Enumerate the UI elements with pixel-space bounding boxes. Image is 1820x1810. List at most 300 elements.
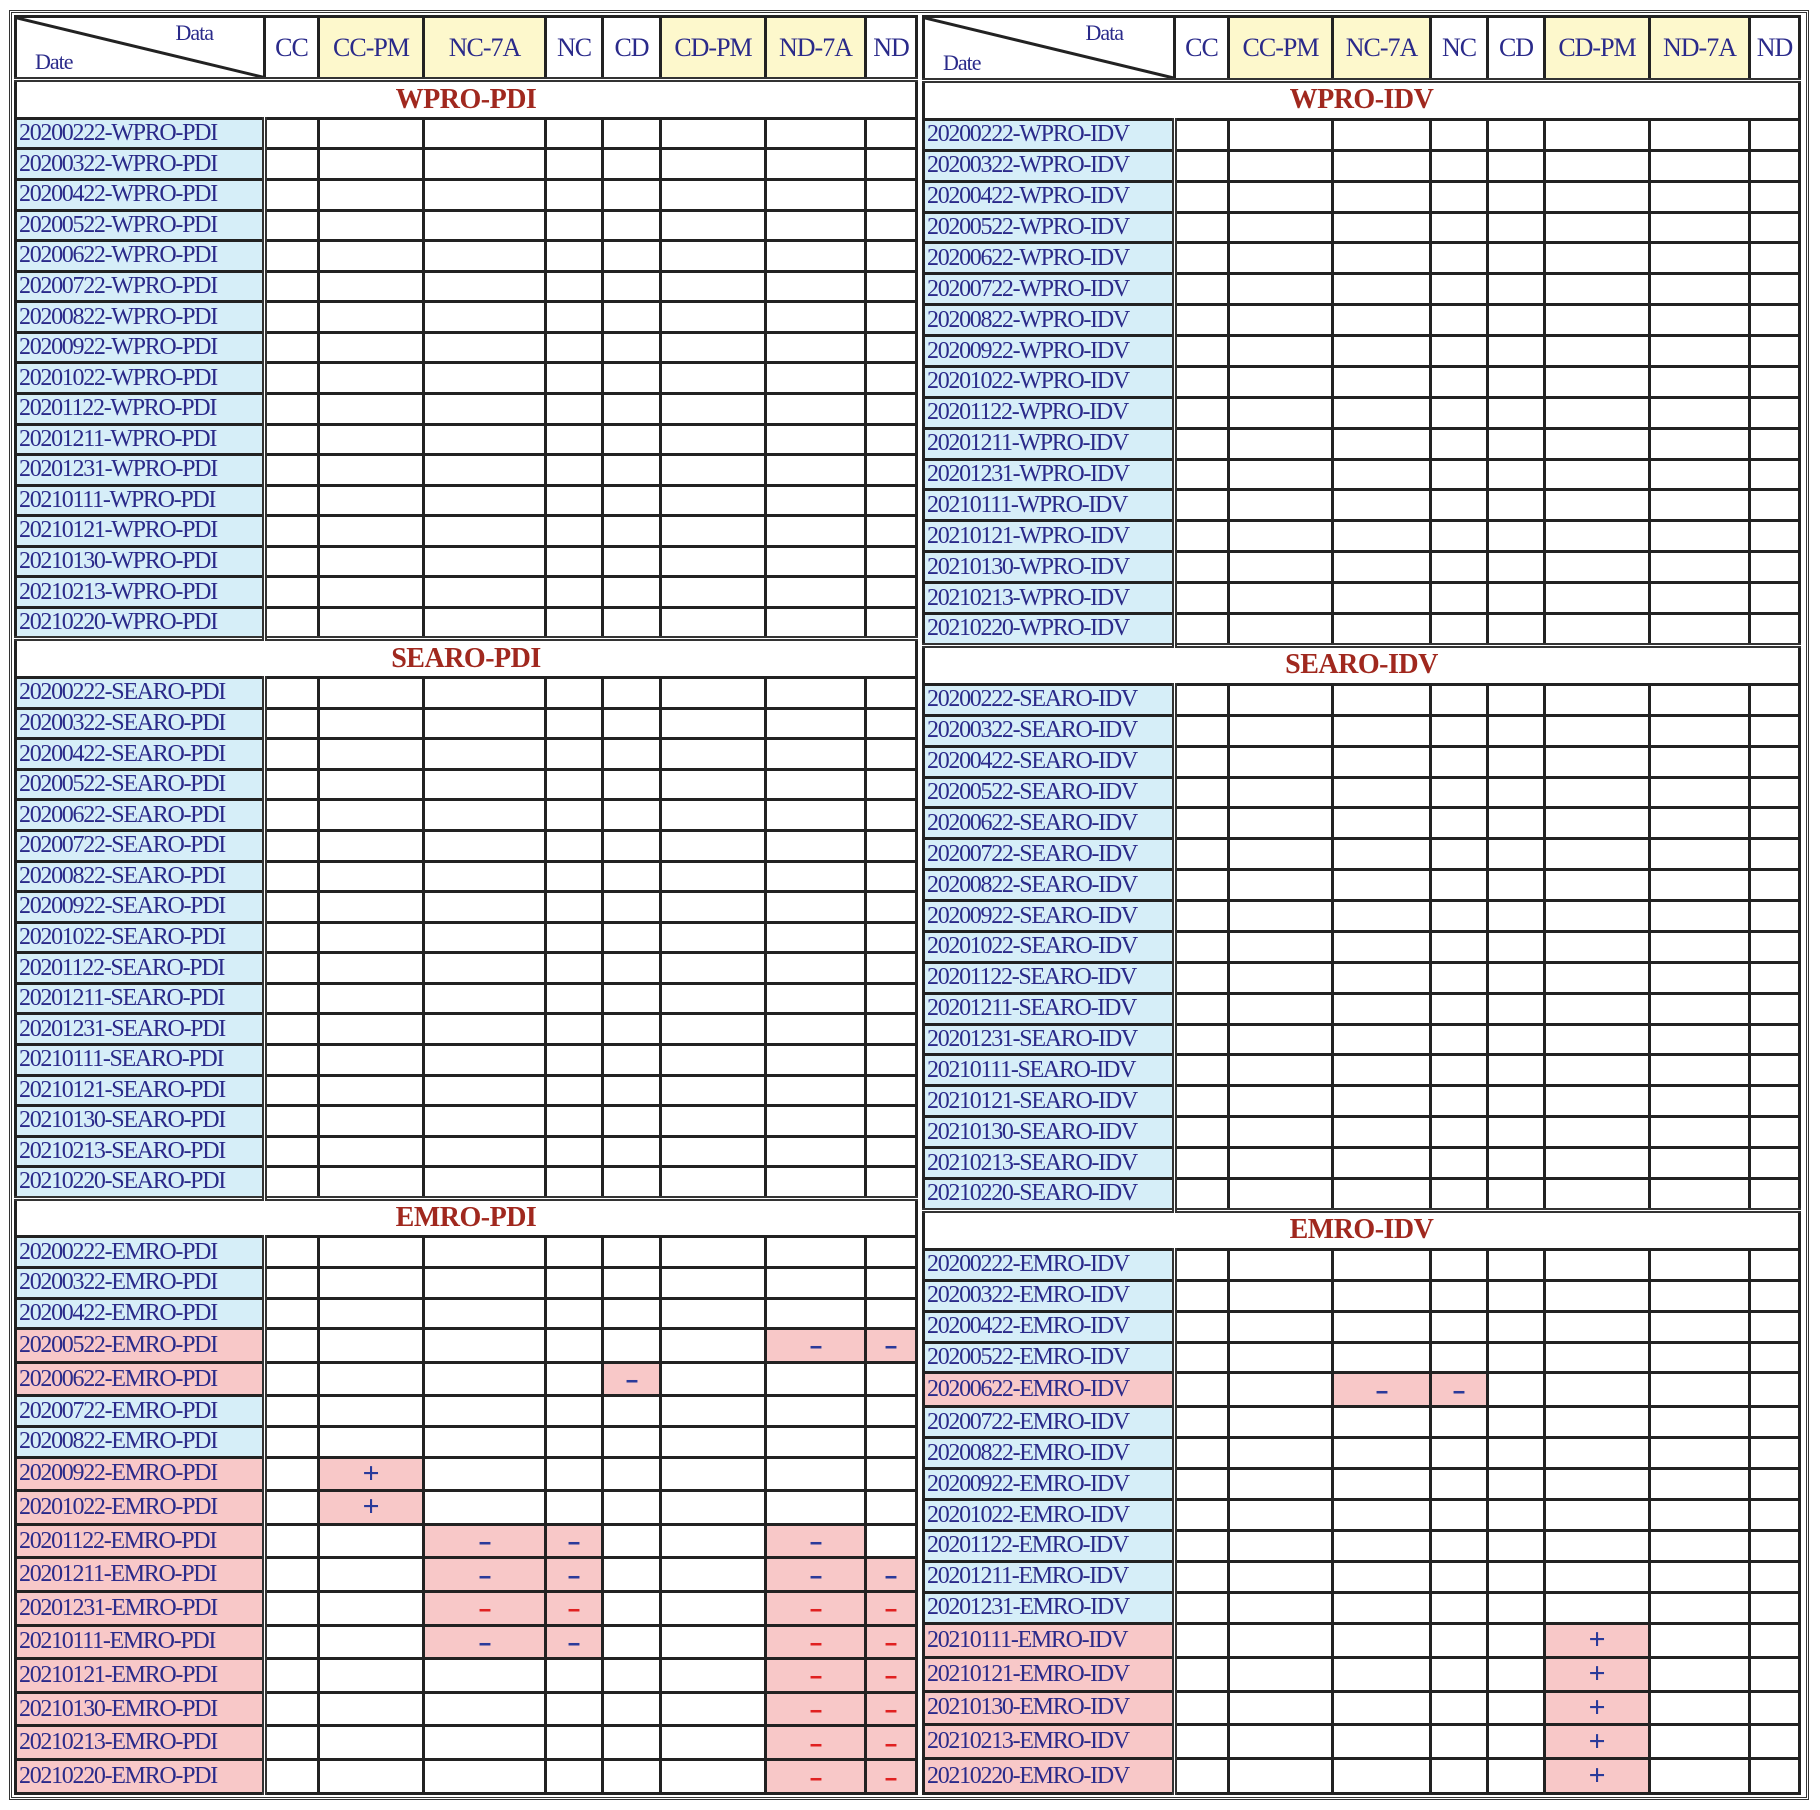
cell-nd-7a <box>766 861 866 892</box>
cell-cd-pm <box>661 1692 766 1726</box>
cell-cd <box>1488 1148 1545 1179</box>
row-label: 20201022-EMRO-IDV <box>924 1500 1175 1531</box>
cell-nd-7a <box>766 393 866 424</box>
cell-cc <box>265 516 319 547</box>
cell-cc-pm <box>1229 397 1333 428</box>
cell-nd-7a <box>766 1659 866 1693</box>
cell-cc <box>1175 305 1229 336</box>
cell-nd-7a <box>1650 1530 1750 1561</box>
row-label: 20201022-WPRO-PDI <box>16 363 265 394</box>
cell-nc-7a <box>1333 839 1431 870</box>
cell-nc-7a <box>1333 1657 1431 1691</box>
cell-cd-pm <box>1545 613 1650 645</box>
row-label: 20201231-WPRO-IDV <box>924 459 1175 490</box>
cell-cc <box>1175 150 1229 181</box>
table-row <box>16 1659 917 1693</box>
cell-nd-7a <box>1650 336 1750 367</box>
cell-cd-pm <box>661 1426 766 1457</box>
column-header-cc: CC <box>1175 17 1229 81</box>
cell-nc <box>1431 150 1488 181</box>
table-row <box>924 366 1800 397</box>
cell-nd-7a <box>766 1625 866 1659</box>
cell-nd <box>866 149 917 180</box>
row-label: 20210111-SEARO-PDI <box>16 1044 265 1075</box>
cell-nc <box>1431 1024 1488 1055</box>
row-label: 20200622-SEARO-IDV <box>924 808 1175 839</box>
cell-cc-pm <box>1229 777 1333 808</box>
row-label: 20210111-WPRO-IDV <box>924 490 1175 521</box>
cell-cd-pm <box>661 180 766 211</box>
cell-nc-7a <box>1333 1691 1431 1725</box>
cell-cc-pm <box>319 1625 424 1659</box>
row-label: 20200522-SEARO-IDV <box>924 777 1175 808</box>
table-row <box>924 1725 1800 1759</box>
cell-cd <box>1488 1469 1545 1500</box>
cell-cd <box>603 739 661 770</box>
cell-cc-pm <box>319 241 424 272</box>
cell-cd-pm <box>1545 1407 1650 1438</box>
cell-cc <box>265 861 319 892</box>
cell-cd <box>1488 366 1545 397</box>
row-label: 20201122-WPRO-IDV <box>924 397 1175 428</box>
cell-cc <box>1175 1024 1229 1055</box>
cell-nc-7a <box>424 118 546 149</box>
row-label: 20200522-EMRO-IDV <box>924 1342 1175 1373</box>
cell-nc-7a <box>1333 777 1431 808</box>
cell-cd <box>603 1659 661 1693</box>
cell-cd <box>603 953 661 984</box>
table-row <box>16 861 917 892</box>
cell-nd-7a <box>1650 1024 1750 1055</box>
cell-cc <box>1175 583 1229 614</box>
cell-cd <box>1488 870 1545 901</box>
cell-cd <box>603 831 661 862</box>
cell-nd <box>866 1558 917 1592</box>
row-label: 20200822-EMRO-IDV <box>924 1438 1175 1469</box>
cell-nc <box>1431 521 1488 552</box>
cell-cd <box>1488 1055 1545 1086</box>
cell-nc <box>1431 459 1488 490</box>
cell-cd-pm <box>661 739 766 770</box>
table-row <box>924 901 1800 932</box>
cell-nc <box>546 1524 603 1558</box>
cell-nc <box>546 1298 603 1329</box>
cell-nd <box>1750 521 1800 552</box>
cell-nd <box>1750 808 1800 839</box>
cell-cd <box>1488 459 1545 490</box>
cell-nd <box>866 1726 917 1760</box>
cell-cd-pm <box>1545 1311 1650 1342</box>
plus-mark: + <box>1588 1657 1606 1691</box>
cell-cc <box>265 1268 319 1299</box>
plus-mark: + <box>1588 1691 1606 1724</box>
cell-cd <box>1488 1691 1545 1725</box>
cell-cd-pm <box>1545 459 1650 490</box>
cell-nd <box>866 1591 917 1625</box>
cell-cc <box>265 1659 319 1693</box>
table-row <box>924 243 1800 274</box>
cell-nd-7a <box>1650 1592 1750 1623</box>
cell-nc-7a <box>1333 684 1431 715</box>
cell-nd-7a <box>1650 583 1750 614</box>
cell-cd-pm <box>1545 839 1650 870</box>
cell-nc <box>1431 1086 1488 1117</box>
row-label: 20200722-EMRO-IDV <box>924 1407 1175 1438</box>
cell-cc <box>1175 243 1229 274</box>
cell-cc <box>1175 777 1229 808</box>
cell-cc <box>265 1136 319 1167</box>
table-row <box>16 1136 917 1167</box>
cell-cc <box>1175 1561 1229 1592</box>
results-grid <box>9 10 1809 1800</box>
cell-nd <box>1750 1024 1800 1055</box>
cell-cd <box>1488 1342 1545 1373</box>
cell-nc <box>1431 397 1488 428</box>
cell-cc <box>265 607 319 639</box>
cell-cc <box>1175 808 1229 839</box>
cell-cd <box>603 180 661 211</box>
cell-nd <box>1750 1725 1800 1759</box>
cell-nc-7a <box>1333 870 1431 901</box>
cell-nc <box>1431 962 1488 993</box>
cell-nd <box>866 118 917 149</box>
row-label: 20200922-WPRO-IDV <box>924 336 1175 367</box>
cell-nd-7a <box>766 953 866 984</box>
cell-cd <box>1488 613 1545 645</box>
table-row <box>16 546 917 577</box>
cell-nd <box>866 953 917 984</box>
cell-nc <box>546 1075 603 1106</box>
cell-nc-7a <box>1333 243 1431 274</box>
cell-nd-7a <box>1650 1500 1750 1531</box>
cell-cc-pm <box>1229 870 1333 901</box>
cell-nc <box>546 1362 603 1396</box>
table-row <box>924 1691 1800 1725</box>
table-row <box>16 241 917 272</box>
cell-cc-pm <box>1229 490 1333 521</box>
cell-nd <box>866 485 917 516</box>
cell-nd <box>866 1362 917 1396</box>
cell-nc <box>546 1106 603 1137</box>
cell-cd-pm <box>1545 119 1650 150</box>
cell-cd <box>603 1075 661 1106</box>
cell-nd-7a <box>766 424 866 455</box>
cell-nd <box>1750 274 1800 305</box>
cell-cc-pm <box>1229 993 1333 1024</box>
cell-cd-pm <box>1545 1500 1650 1531</box>
table-row <box>16 1524 917 1558</box>
cell-nd <box>1750 305 1800 336</box>
cell-cd <box>603 393 661 424</box>
section-title-row <box>924 1210 1800 1249</box>
table-row <box>924 119 1800 150</box>
table-row <box>16 1625 917 1659</box>
cell-nd-7a <box>1650 777 1750 808</box>
cell-nc <box>1431 870 1488 901</box>
table-row <box>924 1407 1800 1438</box>
cell-nc-7a <box>424 708 546 739</box>
cell-nd <box>1750 552 1800 583</box>
cell-cc <box>1175 552 1229 583</box>
cell-cc-pm <box>1229 839 1333 870</box>
cell-nd-7a <box>766 1167 866 1199</box>
cell-nd-7a <box>766 210 866 241</box>
section-title-row <box>924 80 1800 119</box>
column-header-cc-pm: CC-PM <box>319 17 424 80</box>
cell-nd-7a <box>766 678 866 709</box>
cell-nc <box>546 1457 603 1491</box>
cell-cd-pm <box>1545 274 1650 305</box>
cell-cd-pm <box>661 1329 766 1363</box>
cell-nc-7a <box>424 1396 546 1427</box>
cell-nc-7a <box>1333 397 1431 428</box>
column-header-cd-pm: CD-PM <box>1545 17 1650 81</box>
row-label: 20200222-SEARO-IDV <box>924 684 1175 715</box>
table-row <box>924 274 1800 305</box>
section-title-row <box>16 1198 917 1237</box>
cell-nc-7a <box>424 424 546 455</box>
table-row <box>16 302 917 333</box>
cell-nc <box>546 1491 603 1525</box>
row-label: 20201122-SEARO-IDV <box>924 962 1175 993</box>
table-row <box>16 1075 917 1106</box>
cell-cd-pm <box>661 271 766 302</box>
cell-cd-pm <box>661 241 766 272</box>
cell-cc <box>1175 1759 1229 1794</box>
table-row <box>924 1373 1800 1407</box>
cell-cc <box>265 271 319 302</box>
cell-nc <box>546 332 603 363</box>
table-row <box>924 870 1800 901</box>
cell-cd <box>1488 1311 1545 1342</box>
cell-cc <box>1175 1657 1229 1691</box>
diagonal-header-cell <box>924 17 1175 81</box>
cell-nd-7a <box>1650 870 1750 901</box>
cell-cd-pm <box>661 393 766 424</box>
cell-nc <box>546 1329 603 1363</box>
cell-nd <box>866 1044 917 1075</box>
row-label: 20200322-WPRO-IDV <box>924 150 1175 181</box>
cell-cd <box>603 1692 661 1726</box>
table-row <box>924 428 1800 459</box>
cell-nc-7a <box>1333 746 1431 777</box>
cell-cc <box>265 577 319 608</box>
cell-nc <box>546 861 603 892</box>
cell-nc-7a <box>424 739 546 770</box>
cell-nd <box>866 1396 917 1427</box>
cell-nc <box>546 739 603 770</box>
cell-cc <box>1175 1725 1229 1759</box>
cell-cd <box>603 1426 661 1457</box>
cell-cd-pm <box>1545 521 1650 552</box>
row-label: 20200822-WPRO-IDV <box>924 305 1175 336</box>
row-label: 20200922-EMRO-PDI <box>16 1457 265 1491</box>
cell-nc-7a <box>424 1426 546 1457</box>
cell-nd-7a <box>766 149 866 180</box>
cell-cd <box>1488 1657 1545 1691</box>
cell-cc-pm <box>1229 962 1333 993</box>
cell-nd-7a <box>1650 684 1750 715</box>
cell-nc <box>1431 746 1488 777</box>
plus-mark: + <box>1588 1759 1606 1793</box>
cell-cc <box>265 1760 319 1794</box>
cell-cc <box>265 1075 319 1106</box>
cell-nd <box>1750 1561 1800 1592</box>
cell-nd <box>1750 931 1800 962</box>
cell-nd <box>1750 1691 1800 1725</box>
cell-nc-7a <box>1333 1249 1431 1280</box>
table-row <box>16 118 917 149</box>
cell-nc-7a <box>424 1237 546 1268</box>
table-row <box>924 1178 1800 1210</box>
table-row <box>924 1469 1800 1500</box>
cell-nc-7a <box>1333 552 1431 583</box>
cell-cd-pm <box>1545 1117 1650 1148</box>
cell-cd <box>603 241 661 272</box>
table-row <box>16 1558 917 1592</box>
row-label: 20201211-EMRO-IDV <box>924 1561 1175 1592</box>
cell-cc-pm <box>1229 119 1333 150</box>
cell-nd <box>866 1426 917 1457</box>
table-row <box>924 613 1800 645</box>
cell-cd-pm <box>661 1362 766 1396</box>
row-label: 20200522-EMRO-PDI <box>16 1329 265 1363</box>
row-label: 20210130-EMRO-IDV <box>924 1691 1175 1725</box>
cell-cd-pm <box>661 1298 766 1329</box>
cell-cc-pm <box>1229 1759 1333 1794</box>
cell-nd <box>1750 1500 1800 1531</box>
cell-nd-7a <box>1650 1438 1750 1469</box>
cell-nc-7a <box>1333 336 1431 367</box>
row-label: 20210220-WPRO-PDI <box>16 607 265 639</box>
cell-cc-pm <box>1229 1407 1333 1438</box>
cell-cd <box>1488 583 1545 614</box>
cell-cd-pm <box>661 1491 766 1525</box>
cell-cc-pm <box>319 800 424 831</box>
cell-nd-7a <box>766 1558 866 1592</box>
cell-cc <box>1175 1086 1229 1117</box>
cell-nc <box>1431 901 1488 932</box>
cell-cc <box>265 1726 319 1760</box>
cell-nc-7a <box>1333 1055 1431 1086</box>
cell-nd <box>1750 1178 1800 1210</box>
cell-cd <box>603 1044 661 1075</box>
cell-cd <box>603 1524 661 1558</box>
cell-cd-pm <box>661 332 766 363</box>
cell-cc-pm <box>319 1237 424 1268</box>
cell-cc <box>265 953 319 984</box>
row-label: 20210213-EMRO-PDI <box>16 1726 265 1760</box>
cell-nc-7a <box>1333 1561 1431 1592</box>
cell-nc <box>546 1692 603 1726</box>
cell-nc-7a <box>424 241 546 272</box>
row-label: 20200222-WPRO-PDI <box>16 118 265 149</box>
cell-nd <box>1750 746 1800 777</box>
cell-nc-7a <box>424 983 546 1014</box>
cell-nd-7a <box>766 892 866 923</box>
cell-nd <box>1750 583 1800 614</box>
column-header-cc: CC <box>265 17 319 80</box>
table-row <box>924 1438 1800 1469</box>
cell-cd-pm <box>661 1625 766 1659</box>
cell-cd <box>1488 552 1545 583</box>
cell-nc <box>546 953 603 984</box>
cell-cc-pm <box>1229 1373 1333 1407</box>
cell-nc-7a <box>1333 808 1431 839</box>
cell-nc <box>1431 1530 1488 1561</box>
cell-cd <box>1488 274 1545 305</box>
table-row <box>16 1491 917 1525</box>
cell-nd-7a <box>1650 1342 1750 1373</box>
cell-nc-7a <box>1333 962 1431 993</box>
table-row <box>924 150 1800 181</box>
cell-nd-7a <box>1650 1469 1750 1500</box>
cell-nd <box>1750 684 1800 715</box>
cell-cd-pm <box>1545 715 1650 746</box>
cell-nc <box>546 1268 603 1299</box>
cell-cd-pm <box>1545 428 1650 459</box>
minus-mark: - <box>1452 1372 1466 1406</box>
cell-nd-7a <box>766 800 866 831</box>
cell-cc-pm <box>319 455 424 486</box>
cell-cc <box>265 1491 319 1525</box>
cell-cd-pm <box>661 363 766 394</box>
row-label: 20201122-EMRO-IDV <box>924 1530 1175 1561</box>
section-title: WPRO-PDI <box>16 80 917 119</box>
cell-cc-pm <box>1229 1178 1333 1210</box>
cell-nc-7a <box>1333 1280 1431 1311</box>
cell-cc-pm <box>319 485 424 516</box>
minus-mark: - <box>808 1759 823 1793</box>
cell-nc-7a <box>1333 1086 1431 1117</box>
cell-nc-7a <box>424 1491 546 1525</box>
cell-cc-pm <box>1229 613 1333 645</box>
cell-nd-7a <box>1650 808 1750 839</box>
cell-nc-7a <box>1333 1407 1431 1438</box>
row-label: 20201022-WPRO-IDV <box>924 366 1175 397</box>
cell-cd-pm <box>661 922 766 953</box>
cell-cc-pm <box>1229 552 1333 583</box>
cell-nd-7a <box>766 332 866 363</box>
cell-cd-pm <box>661 1136 766 1167</box>
cell-nd-7a <box>766 1524 866 1558</box>
cell-nc <box>1431 583 1488 614</box>
cell-cc-pm <box>319 516 424 547</box>
cell-nd <box>866 831 917 862</box>
cell-nc <box>1431 1148 1488 1179</box>
row-label: 20210220-SEARO-IDV <box>924 1178 1175 1210</box>
cell-cd <box>1488 1725 1545 1759</box>
row-label: 20201211-SEARO-IDV <box>924 993 1175 1024</box>
cell-cd-pm <box>661 577 766 608</box>
cell-nc <box>546 1558 603 1592</box>
cell-cd-pm <box>1545 1657 1650 1691</box>
cell-cc-pm <box>319 118 424 149</box>
table-row <box>16 892 917 923</box>
cell-nd-7a <box>1650 1691 1750 1725</box>
cell-cd <box>1488 993 1545 1024</box>
cell-nc <box>1431 613 1488 645</box>
table-row <box>16 180 917 211</box>
row-label: 20201211-WPRO-PDI <box>16 424 265 455</box>
cell-nd-7a <box>1650 839 1750 870</box>
minus-mark: - <box>884 1557 898 1591</box>
cell-cc-pm <box>319 1591 424 1625</box>
cell-cc-pm <box>319 1726 424 1760</box>
row-label: 20201122-SEARO-PDI <box>16 953 265 984</box>
cell-nd-7a <box>1650 931 1750 962</box>
row-label: 20201022-EMRO-PDI <box>16 1491 265 1525</box>
